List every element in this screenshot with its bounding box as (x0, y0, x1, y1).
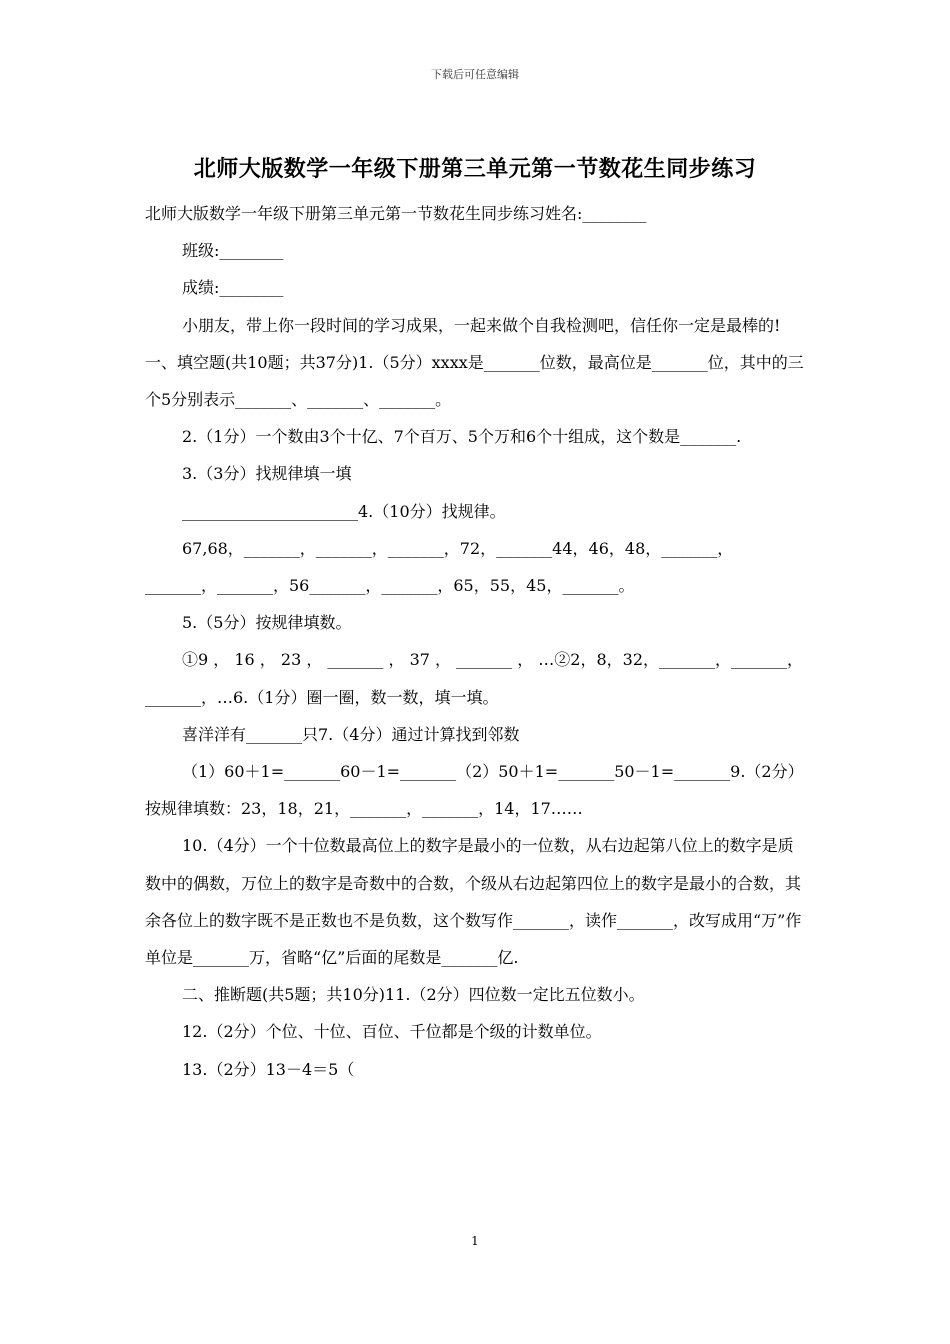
class-line: 班级:________ (182, 241, 284, 261)
intro-question-1: 小朋友，带上你一段时间的学习成果，一起来做个自我检测吧，信任你一定是最棒的!一、填空题(共10题；共37分)1.（5分）xxxx是_______位数，最高位是_______位，其中的三个5分别表示_______、_______、_______。 (145, 315, 804, 410)
question-4-sequence: 67,68，_______，_______，_______，72，_______44，46，48，_______，_______，_______，56_______，_______，65，55，45，_______。 (145, 538, 734, 596)
page-number: 1 (471, 1234, 479, 1248)
title-repeat-name-line: 北师大版数学一年级下册第三单元第一节数花生同步练习姓名:________ (145, 204, 647, 223)
question-7-9-calc: （1）60＋1=_______60－1=_______（2）50＋1=_______50－1=_______9.（2分）按规律填数：23，18，21，_______，_______，14，17…… (145, 762, 804, 819)
question-5: 5.（5分）按规律填数。 (182, 613, 352, 633)
document-title: 北师大版数学一年级下册第三单元第一节数花生同步练习 (193, 156, 757, 182)
question-3: 3.（3分）找规律填一填 (182, 464, 352, 484)
question-13: 13.（2分）13－4＝5（ (182, 1059, 355, 1079)
score-line: 成绩:________ (182, 278, 284, 298)
question-10: 10.（4分）一个十位数最高位上的数字是最小的一位数，从右边起第八位上的数字是质数中的偶数，万位上的数字是奇数中的合数，个级从右边起第四位上的数字是最小的合数，其余各位上的数字既不是正数也不是负数，这个数写作_______，读作_______，改写成用“万”作单位是_______万，省略“亿”后面的尾数是_______亿. (145, 836, 802, 968)
document-body (145, 195, 805, 1088)
question-2: 2.（1分）一个数由3个十亿、7个百万、5个万和6个十组成，这个数是_______. (182, 427, 742, 447)
question-7: 喜洋洋有_______只7.（4分）通过计算找到邻数 (182, 724, 520, 744)
header-note: 下载后可任意编辑 (431, 68, 519, 81)
question-4: ______________________4.（10分）找规律。 (182, 501, 506, 521)
section-2-question-11: 二、推断题(共5题；共10分)11.（2分）四位数一定比五位数小。 (182, 985, 645, 1005)
question-5-sequence: ①9 ， 16 ， 23 ， _______ ， 37 ， _______ ， …②2，8，32，_______，_______，_______，…6.（1分）圈一圈，数一数，填一填。 (145, 650, 804, 707)
question-12: 12.（2分）个位、十位、百位、千位都是个级的计数单位。 (182, 1022, 602, 1042)
